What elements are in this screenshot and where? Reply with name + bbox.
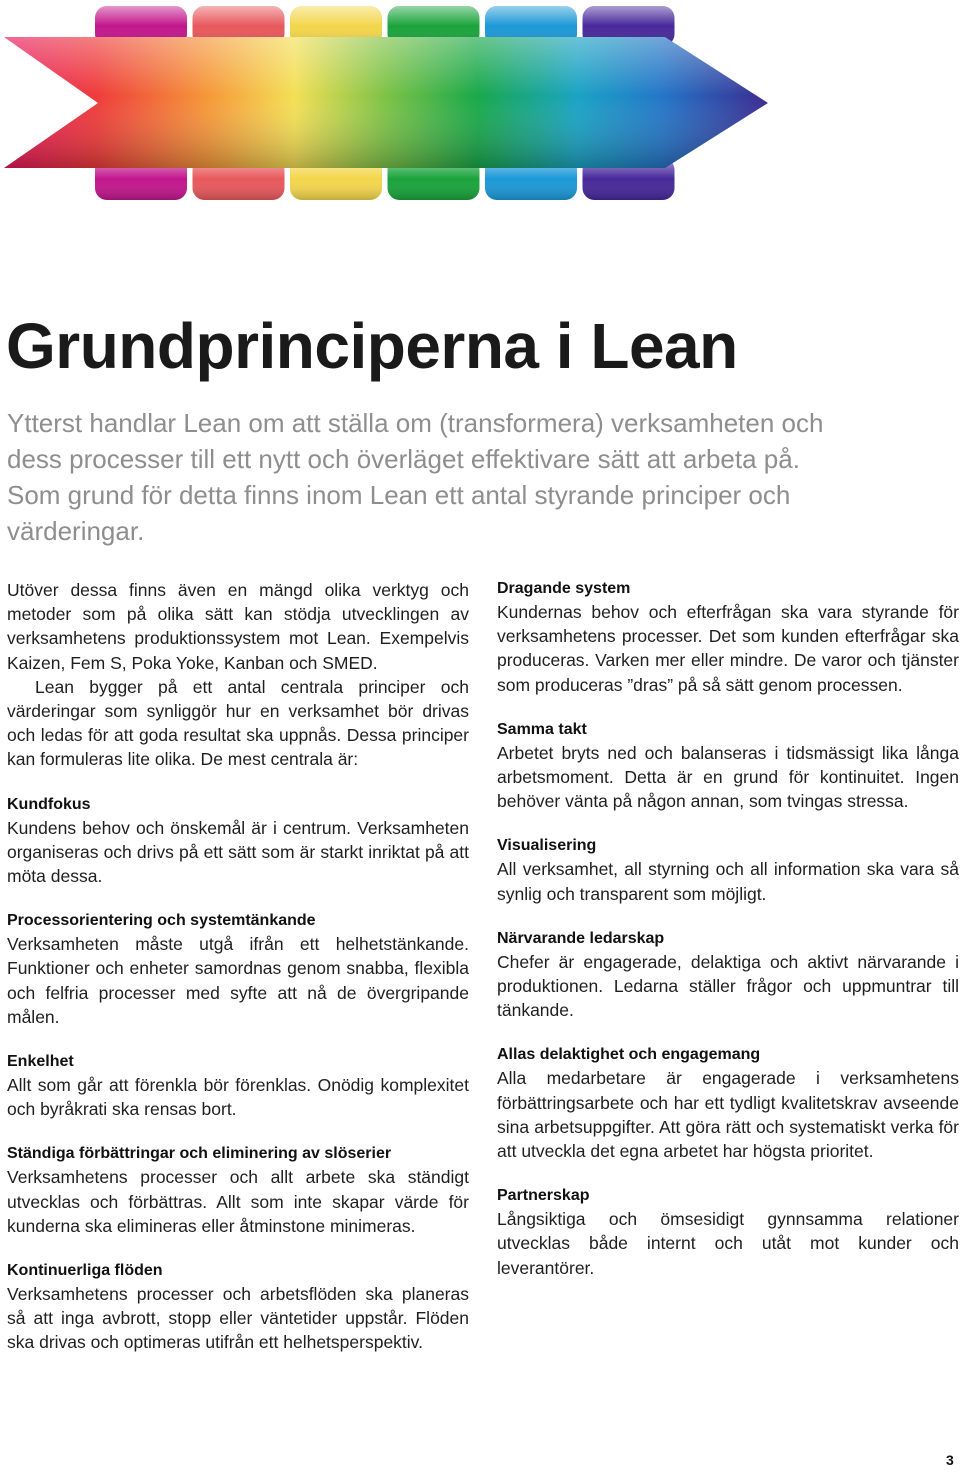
- principle-heading: Ständiga förbättringar och eliminering av slöserier: [7, 1145, 392, 1163]
- right-column: [497, 578, 959, 1280]
- principle-allas-delaktighet: [497, 1044, 959, 1163]
- body-paragraph: Lean bygger på ett antal centrala principer och värderingar som synliggör hur en verksamhet bör drivas och ledas för att goda resultat ska uppnås. Dessa principer kan formuleras lite olika. De mest centrala är:: [7, 676, 469, 770]
- principle-heading: Närvarande ledarskap: [497, 929, 665, 947]
- principle-text: Långsiktiga och ömsesidigt gynnsamma relationer utvecklas både internt och utåt mot kunder och leverantörer.: [497, 1209, 959, 1278]
- principle-dragande-system: [497, 578, 959, 697]
- principle-heading: Allas delaktighet och engagemang: [497, 1046, 761, 1064]
- principle-text: Chefer är engagerade, delaktiga och aktivt närvarande i produktionen. Ledarna ställer frågor och uppmuntrar till tänkande.: [497, 951, 959, 1021]
- principle-visualisering: [497, 835, 959, 905]
- principle-text: Alla medarbetare är engagerade i verksamhetens förbättringsarbete och har ett tydligt kvalitetskrav avseende sina arbetsuppgifter. Att göra rätt och systematiskt verka för att utveckla det egna arbetet har högsta prioritet.: [497, 1068, 959, 1162]
- principle-kundfokus: [7, 794, 469, 889]
- principle-kontinuerliga-floden: [7, 1260, 469, 1355]
- principle-heading: Kontinuerliga flöden: [7, 1262, 163, 1280]
- principle-text: Kundernas behov och efterfrågan ska vara styrande för verksamhetens processer. Det som kunden efterfrågar ska produceras. Varken mer eller mindre. De varor och tjänster som produceras ”dras” på så sätt genom processen.: [497, 602, 959, 695]
- rainbow-arrow-banner-illustration: [0, 0, 780, 205]
- principle-samma-takt: [497, 719, 959, 814]
- principle-heading: Processorientering och systemtänkande: [7, 912, 316, 930]
- left-column: [7, 578, 469, 1355]
- principle-text: Allt som går att förenkla bör förenklas. Onödig komplexitet och byråkrati ska rensas bort.: [7, 1075, 469, 1120]
- principle-heading: Visualisering: [497, 837, 597, 855]
- principle-processorientering: [7, 910, 469, 1029]
- principle-text: Verksamhetens processer och arbetsflöden ska planeras så att inga avbrott, stopp eller väntetider uppstår. Flöden ska drivas och optimeras utifrån ett helhetsperspektiv.: [7, 1284, 469, 1353]
- principle-heading: Partnerskap: [497, 1187, 590, 1205]
- principle-text: Kundens behov och önskemål är i centrum. Verksamheten organiseras och drivs på ett sätt som är starkt inriktat på att möta dessa.: [7, 817, 469, 887]
- principle-heading: Kundfokus: [7, 795, 91, 813]
- intro-paragraph: Ytterst handlar Lean om att ställa om (transformera) verksamheten och dess processer till ett nytt och överläget effektivare sätt att arbeta på. Som grund för detta finns inom Lean ett antal styrande principer och värderingar.: [7, 408, 824, 546]
- principle-standiga-forbattringar: [7, 1143, 469, 1238]
- principle-enkelhet: [7, 1051, 469, 1121]
- principle-heading: Samma takt: [497, 720, 587, 738]
- principle-text: Arbetet bryts ned och balanseras i tidsmässigt lika långa arbetsmoment. Detta är en grund för kontinuitet. Ingen behöver vänta på någon annan, som tvingas stressa.: [497, 742, 959, 812]
- principle-heading: Enkelhet: [7, 1053, 74, 1071]
- page-title: Grundprinciperna i Lean: [6, 310, 738, 382]
- principle-partnerskap: [497, 1185, 959, 1280]
- principle-text: All verksamhet, all styrning och all information ska vara så synlig och transparent som möjligt.: [497, 859, 959, 904]
- principle-text: Verksamheten måste utgå ifrån ett helhetstänkande. Funktioner och enheter samordnas genom snabba, flexibla och felfria processer med syfte att nå de övergripande målen.: [7, 934, 469, 1027]
- principle-text: Verksamhetens processer och allt arbete ska ständigt utvecklas och förbättras. Allt som inte skapar värde för kunderna ska elimineras eller åtminstone minimeras.: [7, 1167, 469, 1236]
- principle-heading: Dragande system: [497, 580, 631, 597]
- page-number: 3: [946, 1452, 954, 1468]
- body-paragraph: Utöver dessa finns även en mängd olika verktyg och metoder som på olika sätt kan stödja utvecklingen av verksamhetens produktionssystem mot Lean. Exempelvis Kaizen, Fem S, Poka Yoke, Kanban och SMED.: [7, 580, 469, 673]
- principle-narvarande-ledarskap: [497, 928, 959, 1023]
